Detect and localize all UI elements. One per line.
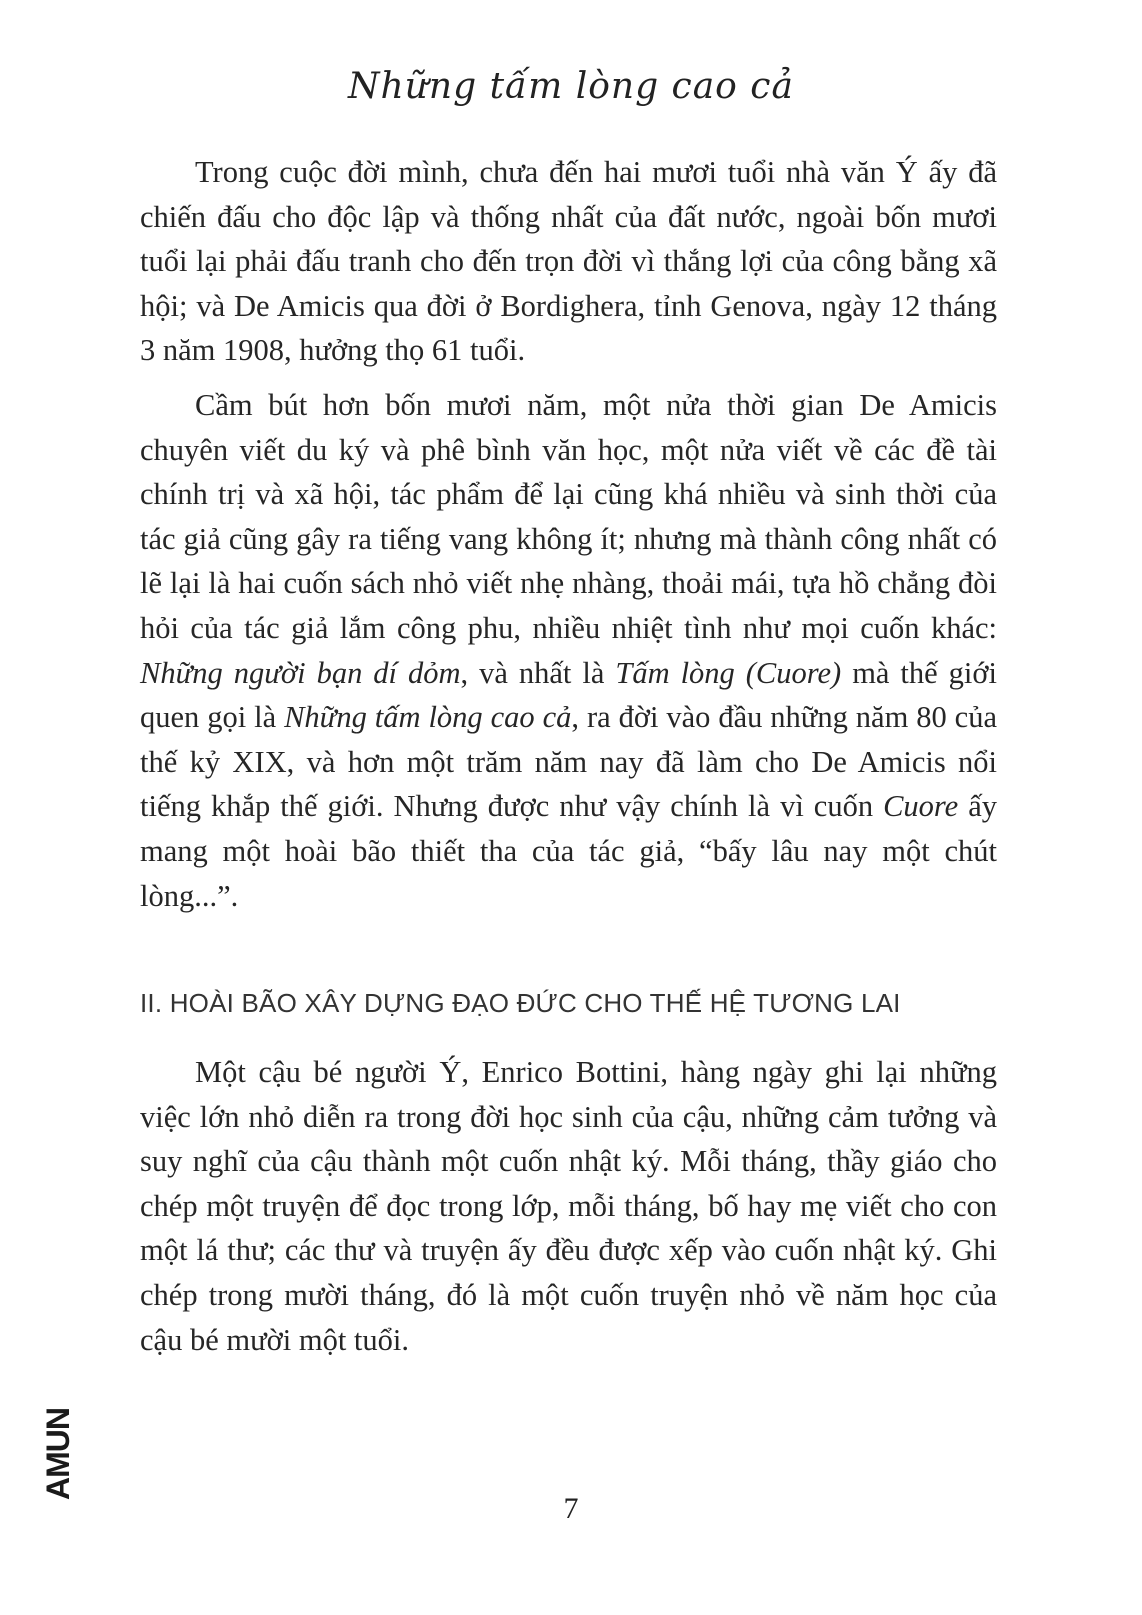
section-heading: II. HOÀI BÃO XÂY DỰNG ĐẠO ĐỨC CHO THẾ HỆ TƯƠNG LAI [140, 988, 901, 1019]
paragraph-2-text-2: , và nhất là [460, 655, 616, 690]
paragraph-2-text-3: mà thế giới quen gọi là [140, 655, 997, 735]
paragraph-2-text-1: Cầm bút hơn bốn mươi năm, một nửa thời gian De Amicis chuyên viết du ký và phê bình văn học, một nửa viết về các đề tài chính trị và xã hội, tác phẩm để lại cũng khá nhiều và sinh thời của tác giả cũng gây ra tiếng vang không ít; nhưng mà thành công nhất có lẽ lại là hai cuốn sách nhỏ viết nhẹ nhàng, thoải mái, tựa hồ chẳng đòi hỏi của tác giả lắm công phu, nhiều nhiệt tình như mọi cuốn khác: [140, 387, 997, 645]
paragraph-1: Trong cuộc đời mình, chưa đến hai mươi tuổi nhà văn Ý ấy đã chiến đấu cho độc lập và thống nhất của đất nước, ngoài bốn mươi tuổi lại phải đấu tranh cho đến trọn đời vì thắng lợi của công bằng xã hội; và De Amicis qua đời ở Bordighera, tỉnh Genova, ngày 12 tháng 3 năm 1908, hưởng thọ 61 tuổi. [140, 155, 997, 368]
running-title: Những tấm lòng cao cả [348, 66, 794, 107]
page-content [140, 150, 997, 1372]
publisher-logo: AMUN [40, 1408, 76, 1500]
paragraph-2-text-4: , ra đời vào đầu những năm 80 của thế kỷ XIX, và hơn một trăm năm nay đã làm cho De Amicis nổi tiếng khắp thế giới. Nhưng được như vậy chính là vì cuốn [140, 700, 997, 824]
paragraph-3: Một cậu bé người Ý, Enrico Bottini, hàng ngày ghi lại những việc lớn nhỏ diễn ra trong đời học sinh của cậu, những cảm tưởng và suy nghĩ của cậu thành một cuốn nhật ký. Mỗi tháng, thầy giáo cho chép một truyện để đọc trong lớp, mỗi tháng, bố hay mẹ viết cho con một lá thư; các thư và truyện ấy đều được xếp vào cuốn nhật ký. Ghi chép trong mười tháng, đó là một cuốn truyện nhỏ về năm học của cậu bé mười một tuổi. [140, 1055, 997, 1357]
page-number: 7 [563, 1492, 579, 1525]
book-title-tam-long: Tấm lòng (Cuore) [615, 655, 842, 690]
paragraph-2-text-5: ấy mang một hoài bão thiết tha của tác giả, “bấy lâu nay một chút lòng...”. [140, 789, 997, 913]
book-title-nhung-tam-long: Những tấm lòng cao cả [284, 700, 572, 735]
book-title-nhung-nguoi-ban: Những người bạn dí dỏm [140, 655, 461, 690]
paragraph-2 [140, 383, 997, 918]
book-title-cuore: Cuore [883, 789, 959, 824]
